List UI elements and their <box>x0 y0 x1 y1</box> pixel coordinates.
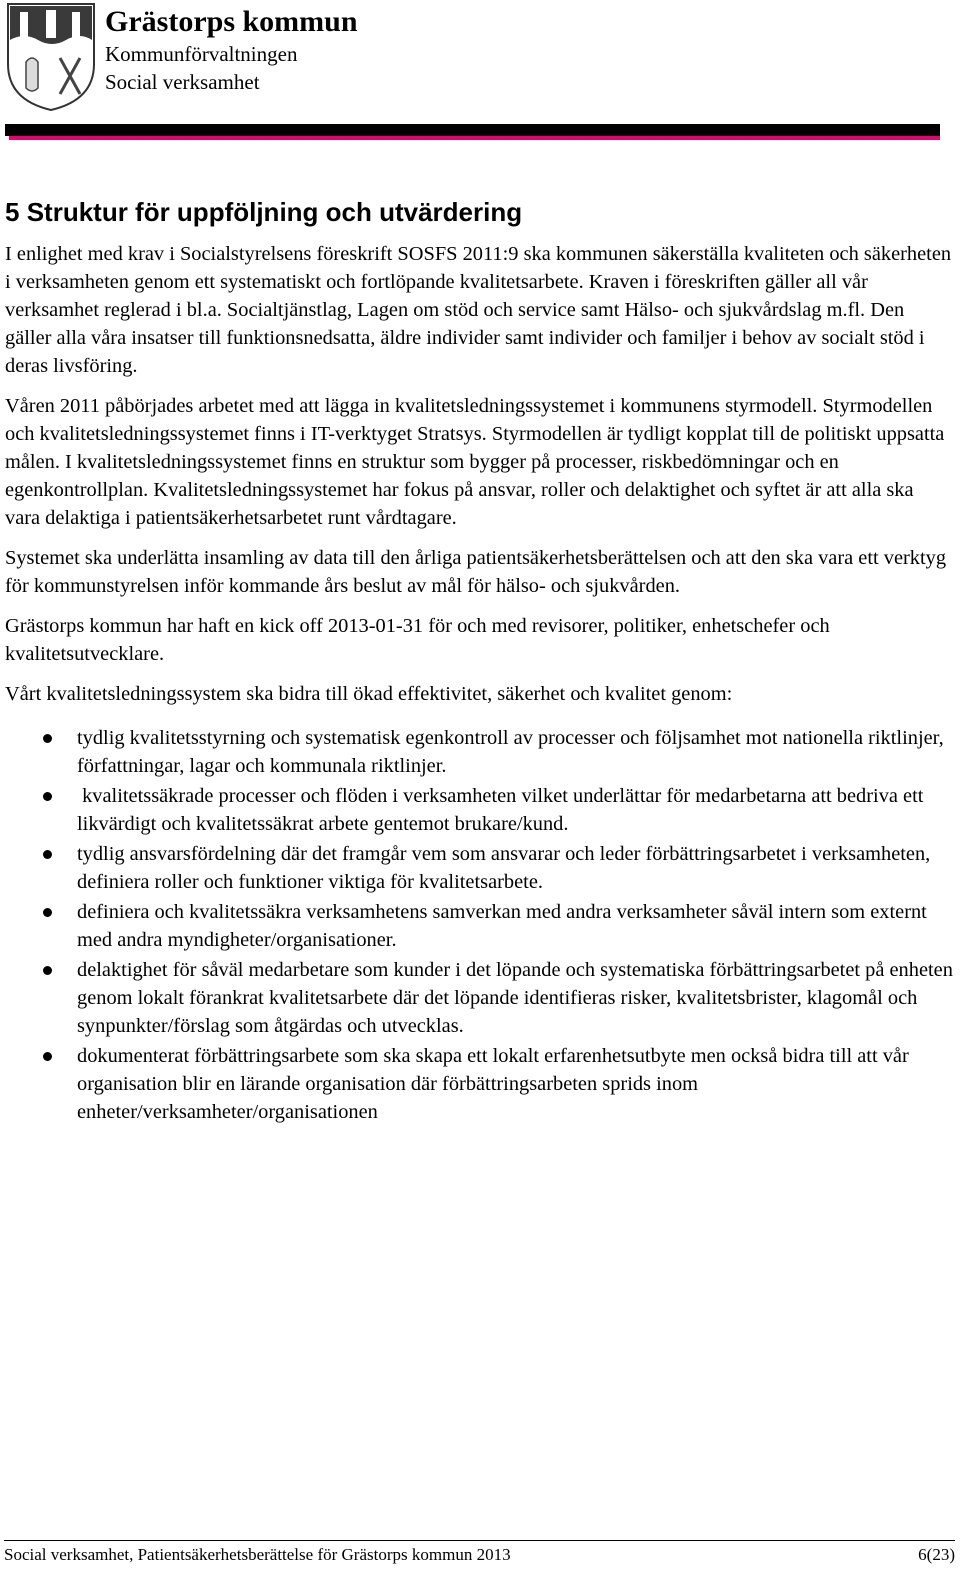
list-item-text: tydlig ansvarsfördelning där det framgår vem som ansvarar och leder förbättringsarbetet i verksamheten, definiera roller och funktioner viktiga för kvalitetsarbete. <box>77 843 931 893</box>
organisation-name: Grästorps kommun <box>105 5 358 38</box>
bullet-icon <box>43 734 52 743</box>
header-rule <box>5 124 940 136</box>
goals-bullet-list <box>5 724 953 1126</box>
section-number: 5 <box>5 197 20 227</box>
paragraph-styrmodell: Våren 2011 påbörjades arbetet med att lägga in kvalitetsledningssystemet i kommunens styrmodell. Styrmodellen och kvalitetsledningssystemet finns i IT-verktyget Stratsys. Styrmodellen är tydligt kopplat till de politiskt uppsatta målen. I kvalitetsledningssystemet finns en struktur som bygger på processer, riskbedömningar och en egenkontrollplan. Kvalitetsledningssystemet har fokus på ansvar, roller och delaktighet och syftet är att alla ska vara delaktiga i patientsäkerhetsarbetet runt vårdtagare. <box>5 395 945 529</box>
page-content <box>5 196 953 1128</box>
list-item-text: dokumenterat förbättringsarbete som ska skapa ett lokalt erfarenhetsutbyte men också bidra till att vår organisation blir en lärande organisation där förbättringsarbeten sprids inom enheter/verksamheter/organisationen <box>77 1045 909 1123</box>
list-item-text: kvalitetssäkrade processer och flöden i verksamheten vilket underlättar för medarbetarna att bedriva ett likvärdigt och kvalitetssäkrat arbete gentemot brukare/kund. <box>77 785 929 835</box>
municipality-coat-of-arms-logo <box>4 2 98 112</box>
paragraph-kickoff: Grästorps kommun har haft en kick off 2013-01-31 för och med revisorer, politiker, enhetschefer och kvalitetsutvecklare. <box>5 615 830 665</box>
unit-name: Social verksamhet <box>105 70 260 94</box>
page-footer <box>4 1540 955 1566</box>
list-item-text: delaktighet för såväl medarbetare som kunder i det löpande och systematiska förbättringsarbetet på enheten genom lokalt förankrat kvalitetsarbete där det löpande identifieras risker, kvalitetsbrister, klagomål och synpunkter/förslag som åtgärdas och utvecklas. <box>77 959 953 1037</box>
footer-document-title: Social verksamhet, Patientsäkerhetsberättelse för Grästorps kommun 2013 <box>4 1545 511 1564</box>
bullet-icon <box>43 850 52 859</box>
bullet-icon <box>43 1052 52 1061</box>
bullet-icon <box>43 966 52 975</box>
page-number: 6(23) <box>918 1545 955 1564</box>
bullet-icon <box>43 792 52 801</box>
department-name: Kommunförvaltningen <box>105 42 298 66</box>
bullet-icon <box>43 908 52 917</box>
paragraph-goals-lead: Vårt kvalitetsledningssystem ska bidra till ökad effektivitet, säkerhet och kvalitet genom: <box>5 683 733 705</box>
section-heading <box>5 196 953 228</box>
footer-rule <box>4 1540 955 1541</box>
paragraph-system: Systemet ska underlätta insamling av data till den årliga patientsäkerhetsberättelsen och att den ska vara ett verktyg för kommunstyrelsen inför kommande års beslut av mål för hälso- och sjukvården. <box>5 547 947 597</box>
section-title: Struktur för uppföljning och utvärdering <box>26 197 523 227</box>
list-item <box>5 782 953 838</box>
list-item <box>5 1042 953 1126</box>
list-item-text: tydlig kvalitetsstyrning och systematisk egenkontroll av processer och följsamhet mot nationella riktlinjer, författningar, lagar och kommunala riktlinjer. <box>77 727 944 777</box>
paragraph-intro: I enlighet med krav i Socialstyrelsens föreskrift SOSFS 2011:9 ska kommunen säkerställa kvaliteten och säkerheten i verksamheten genom ett systematiskt och fortlöpande kvalitetsarbete. Kraven i föreskriften gäller all vår verksamhet reglerad i bl.a. Socialtjänstlag, Lagen om stöd och service samt Hälso- och sjukvårdslag m.fl. Den gäller alla våra insatser till funktionsnedsatta, äldre individer samt individer och familjer i behov av socialt stöd i deras livsföring. <box>5 243 952 377</box>
organisation-block <box>105 4 358 96</box>
page-header <box>0 0 960 150</box>
list-item <box>5 840 953 896</box>
list-item-text: definiera och kvalitetssäkra verksamhetens samverkan med andra verksamheter såväl intern som externt med andra myndigheter/organisationer. <box>77 901 927 951</box>
list-item <box>5 956 953 1040</box>
list-item <box>5 898 953 954</box>
list-item <box>5 724 953 780</box>
